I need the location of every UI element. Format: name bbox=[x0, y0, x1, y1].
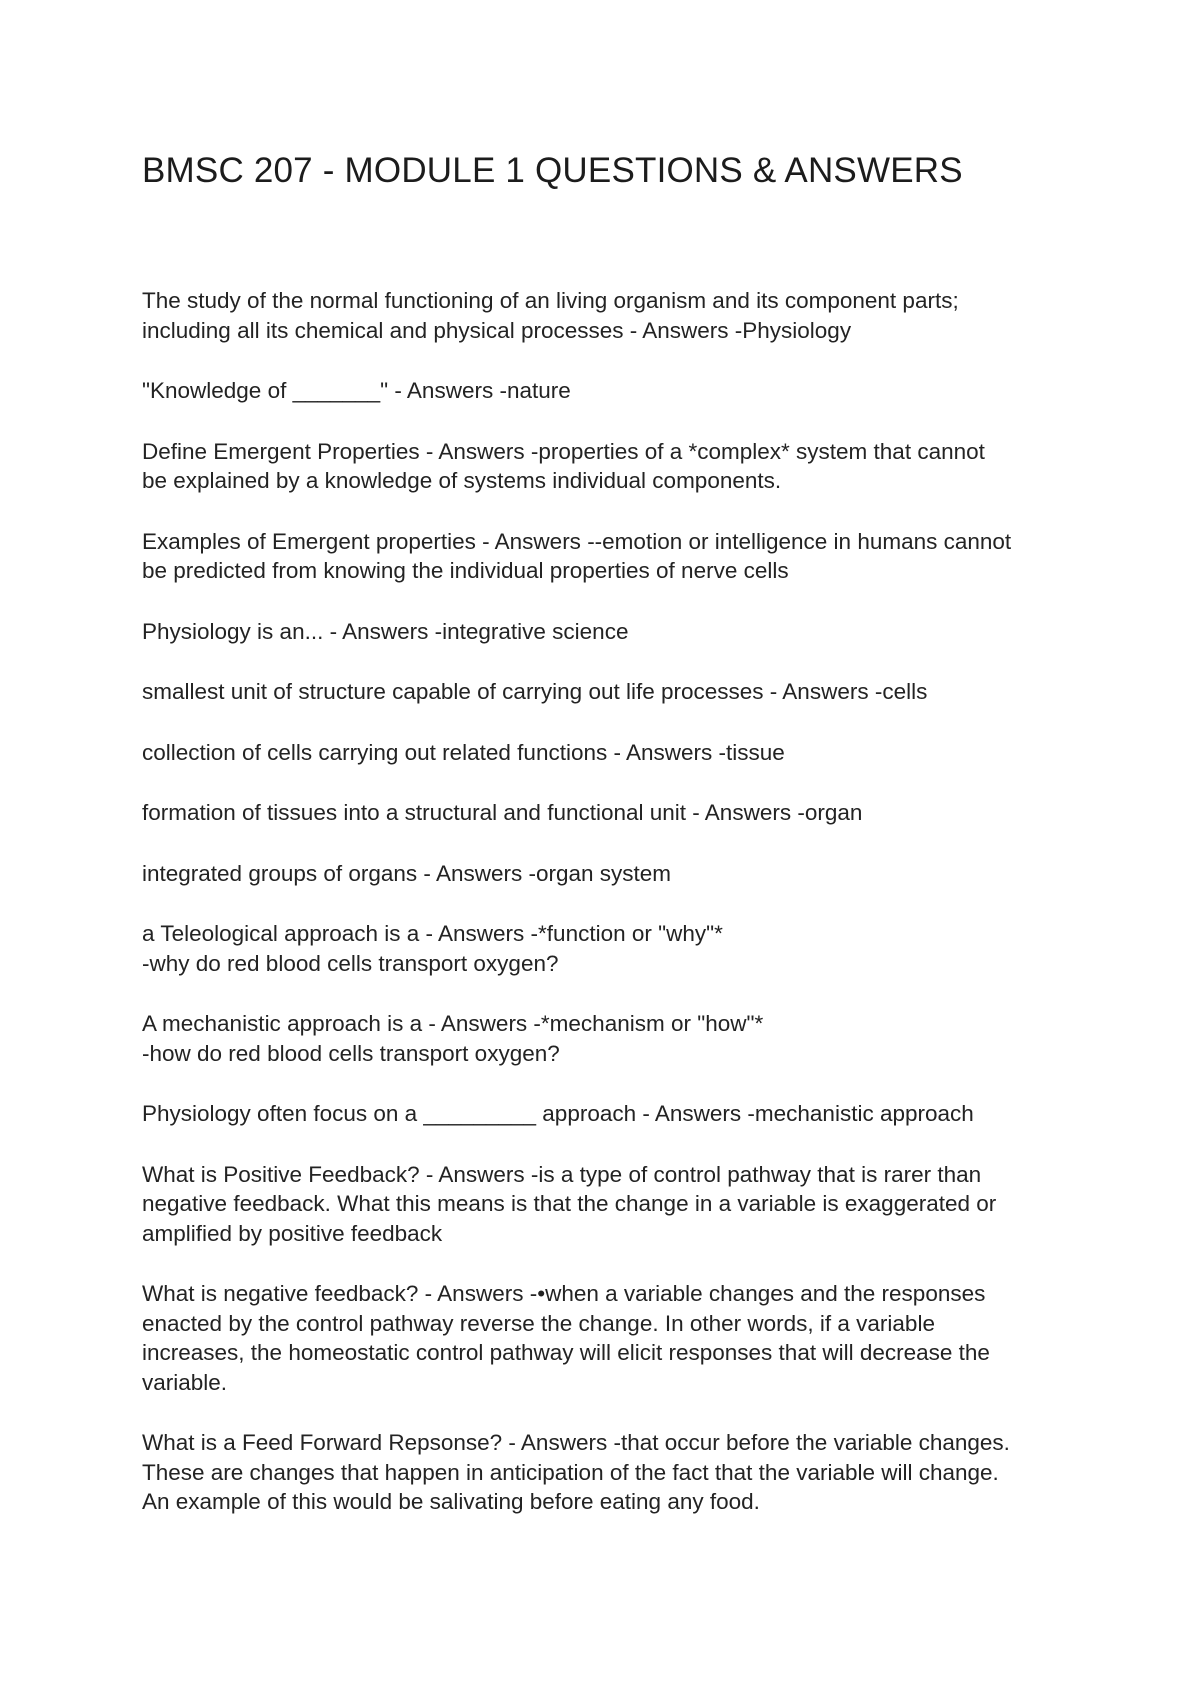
qa-item: What is negative feedback? - Answers -•when a variable changes and the responses enacted by the control pathway reverse the change. In other words, if a variable increases, the homeostatic control pathway will elicit responses that will decrease the variable. bbox=[142, 1281, 990, 1395]
qa-item: The study of the normal functioning of an living organism and its component parts; including all its chemical and physical processes - Answers -Physiology bbox=[142, 288, 959, 343]
qa-item: smallest unit of structure capable of carrying out life processes - Answers -cells bbox=[142, 679, 928, 704]
qa-item: A mechanistic approach is a - Answers -*mechanism or "how"* -how do red blood cells transport oxygen? bbox=[142, 1011, 764, 1066]
qa-item: collection of cells carrying out related functions - Answers -tissue bbox=[142, 739, 785, 765]
qa-item: What is a Feed Forward Repsonse? - Answers -that occur before the variable changes. These are changes that happen in anticipation of the fact that the variable will change. An example of this would be salivating before eating any food. bbox=[142, 1430, 1010, 1514]
qa-item: formation of tissues into a structural and functional unit - Answers -organ bbox=[142, 800, 863, 825]
qa-item: integrated groups of organs - Answers -organ system bbox=[142, 860, 672, 886]
qa-list bbox=[142, 286, 1087, 1517]
qa-item: "Knowledge of _______" - Answers -nature bbox=[142, 378, 571, 403]
document-title: BMSC 207 - MODULE 1 QUESTIONS & ANSWERS bbox=[142, 151, 963, 190]
qa-item: What is Positive Feedback? - Answers -is a type of control pathway that is rarer than negative feedback. What this means is that the change in a variable is exaggerated or amplified by positive feedback bbox=[142, 1161, 997, 1246]
qa-item: Physiology is an... - Answers -integrative science bbox=[142, 618, 629, 644]
document-page bbox=[142, 150, 1087, 1548]
qa-item: Physiology often focus on a _________ approach - Answers -mechanistic approach bbox=[142, 1101, 974, 1126]
qa-item: a Teleological approach is a - Answers -*function or "why"* -why do red blood cells transport oxygen? bbox=[142, 921, 723, 976]
qa-item: Examples of Emergent properties - Answers --emotion or intelligence in humans cannot be predicted from knowing the individual properties of nerve cells bbox=[142, 528, 1012, 583]
qa-item: Define Emergent Properties - Answers -properties of a *complex* system that cannot be explained by a knowledge of systems individual components. bbox=[142, 438, 985, 493]
